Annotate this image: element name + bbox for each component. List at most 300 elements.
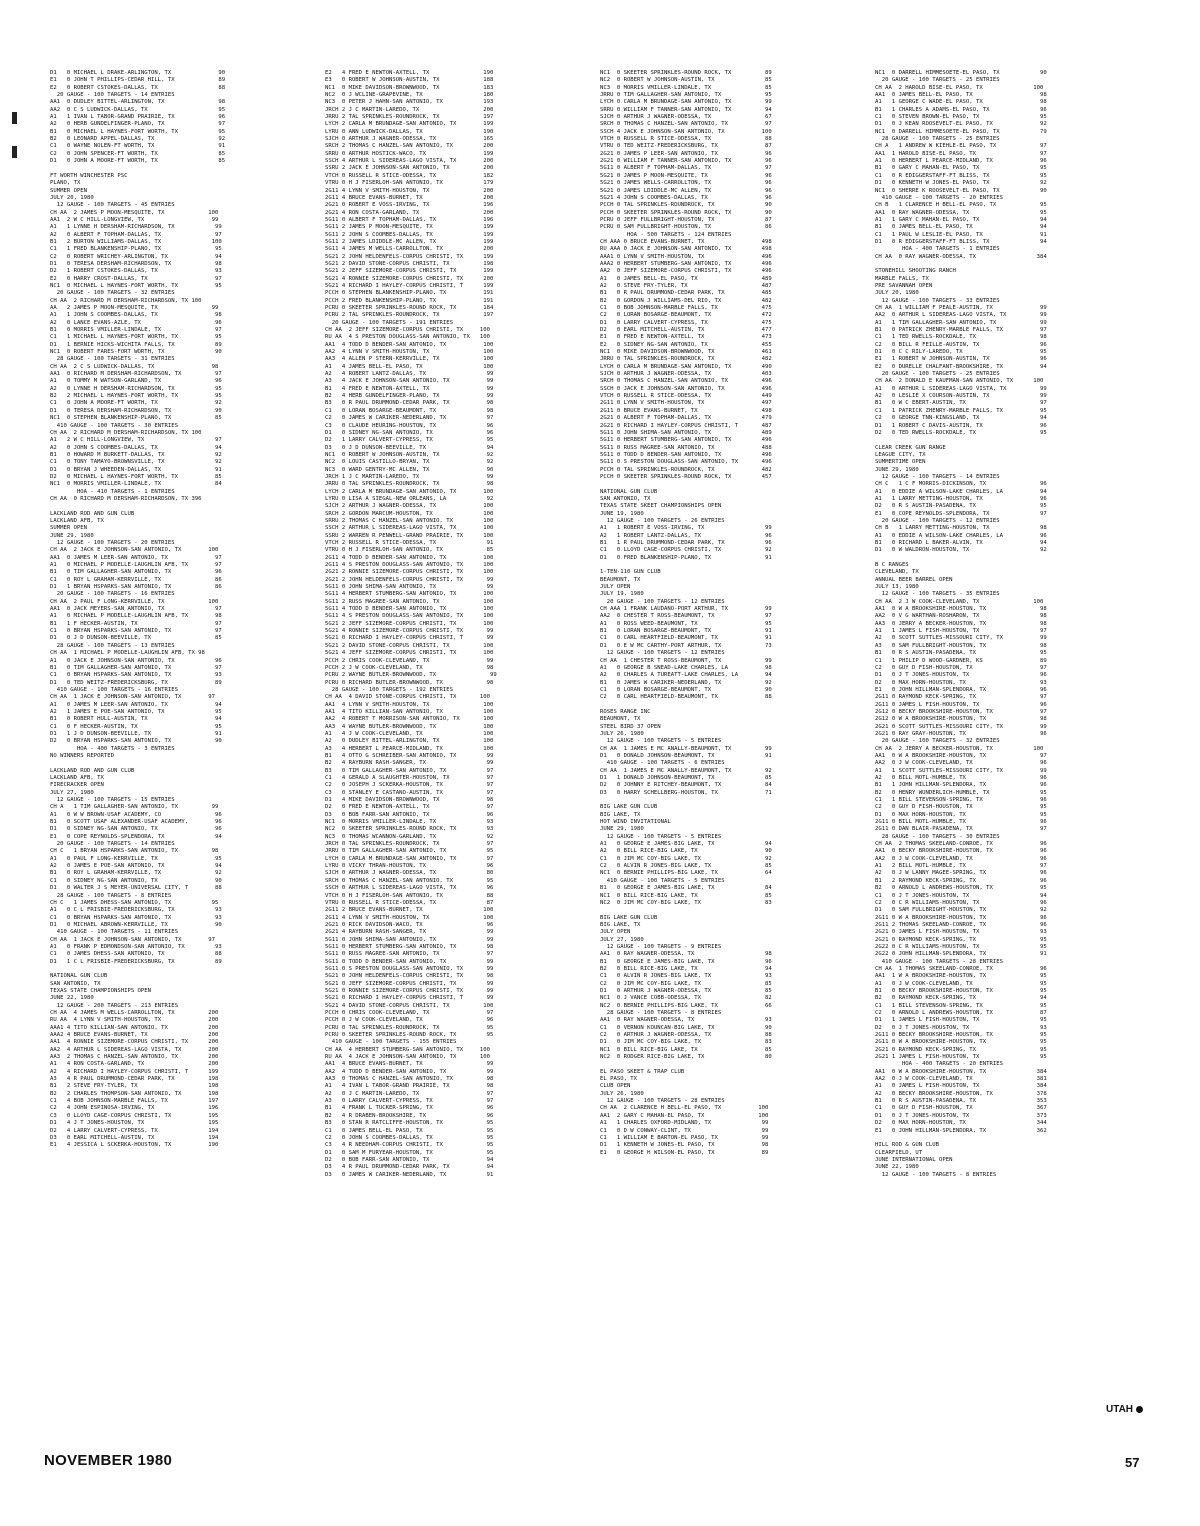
result-line: 12 GAUGE - 200 TARGETS - 213 ENTRIES	[50, 1002, 178, 1009]
result-line: PCCH 0 STEPHEN BLANKENSHIP-PLANO, TX 191	[325, 290, 494, 297]
result-line: 2G11 4 LYNN V SMITH-HOUSTON, TX 200	[325, 187, 494, 194]
result-line: AA1 0 W A BROOKSHIRE-HOUSTON, TX 384	[875, 1068, 1047, 1075]
result-line: 28 GAUGE - 100 TARGETS - 192 ENTRIES	[325, 686, 453, 693]
result-line: A1 0 ARTHUR L SIDEREAS-LAGO VISTA, TX 99	[875, 385, 1047, 392]
result-line: 2G11 0 BECKY BROOKSHIRE-HOUSTON, TX 95	[875, 1032, 1047, 1039]
result-line: D1 0 SAM FULLBRIGHT-HOUSTON, TX 92	[875, 907, 1047, 914]
result-line: SSCH 4 JACK E JOHNSON-SAN ANTONIO, TX 100	[600, 128, 772, 135]
result-line: B2 2 CHARLES THOMPSON-SAN ANTONIO, TX 198	[50, 1090, 219, 1097]
result-line: LYCH 2 CARLA M BRUNDAGE-SAN ANTONIO, TX 199	[325, 121, 494, 128]
result-line: AA1 4 BRUCE EVANS-BURNET, TX 99	[325, 1061, 494, 1068]
result-line: LEAGUE CITY, TX	[875, 451, 926, 458]
result-line: PCRU 2 TAL SPRINKLES-ROUNDROCK, TX 197	[325, 312, 494, 319]
result-line: A2 0 J W LANNY MAGEE-SPRING, TX 96	[875, 870, 1047, 877]
result-line: D2 1 ROBERT CSTOKES-DALLAS, TX 93	[50, 268, 222, 275]
result-line: A1 0 PAUL F LONG-KERRVILLE, TX 95	[50, 855, 222, 862]
result-line: A2 0 HERB GUNDELFINGER-PLANO, TX 97	[50, 121, 226, 128]
result-line: E1 4 JESSICA L SCKERKA-HOUSTON, TX 190	[50, 1142, 219, 1149]
result-line: D1 1 ROBERT C DAVIS-AUSTIN, TX 96	[875, 422, 1047, 429]
result-line: C1 0 BOB JOHNSON-MARBLE FALLS, TX 475	[600, 305, 772, 311]
result-line: 12 GAUGE - 100 TARGETS - 12 ENTRIES	[600, 650, 725, 657]
result-line: E1 0 JOHN HILLMAN-SPLENDORA, TX 362	[875, 1127, 1047, 1134]
result-line: 5G11 0 S PRESTON DOUGLASS-SAN ANTONIO, TX 496	[600, 459, 772, 466]
result-line: LYCH 0 CARLA M BRUNDAGE-SAN ANTONIO, TX 99	[600, 99, 772, 106]
result-line: AA2 0 C S LUDWICK-DALLAS, TX 95	[50, 106, 226, 113]
result-line: NATIONAL GUN CLUB	[600, 488, 658, 495]
result-line: PCCH 0 TAL SPRINKLES-ROUNDROCK, TX 482	[600, 466, 772, 473]
result-line: C2 0 JOHN S COOMBES-DALLAS, TX 95	[325, 1134, 494, 1141]
result-line: C2 0 GUY D FISH-HOUSTON, TX 97	[875, 664, 1047, 671]
result-line: 2G11 4 LYNN V SMITH-HOUSTON, TX 100	[325, 914, 494, 921]
result-line: A1 1 LYNNE H DERSHAM-RICHARDSON, TX 99	[50, 224, 222, 231]
result-line: 5G21 0 RICHARD I HAYLEY-CORPUS CHRISTI, T 99	[325, 635, 494, 642]
results-column-2	[325, 70, 593, 1179]
result-line: AA2 0 V G WARTHAN-ROSHARON, TX 98	[875, 613, 1047, 620]
result-line: A1 1 TIM GALLAGHER-SAN ANTONIO, TX 99	[875, 319, 1047, 326]
result-line: 5G21 4 RONNIE SIZEMORE-CORPUS CHRISTI, TX 200	[325, 275, 494, 282]
result-line	[875, 555, 1145, 562]
result-line: D2 1 LARRY CALVERT-CYPRESS, TX 95	[325, 437, 494, 444]
result-line: PCCH 0 CHRIS COOK-CLEVELAND, TX 97	[325, 1010, 494, 1016]
result-line: E2 0 SIDNEY NG-SAN ANTONIO, TX 455	[600, 341, 772, 348]
result-line: PCRU 0 JEFF FULLBRIGHT-HOUSTON, TX 87	[600, 216, 772, 223]
result-line: C2 0 JOSEPH J SCKERKA-HOUSTON, TX 97	[325, 782, 494, 789]
result-line: 5G11 4 S PRESTON DOUGLASS-SAN ANTONIO, TX 100	[325, 613, 494, 620]
result-line: NC1 0 BILL RICE-BIG LAKE, TX 85	[600, 892, 772, 899]
result-line: CH AA 1 CHESTER T ROSS-BEAUMONT, TX 99	[600, 657, 772, 664]
result-line: 5G11 0 ALBERT F TOPHAM-DALLAS, TX 196	[325, 216, 494, 223]
result-line: C2 0 LORAN BOSARGE-BEAUMONT, TX 472	[600, 312, 772, 319]
result-line: 20 GAUGE - 100 TARGETS - 14 ENTRIES	[50, 841, 175, 848]
result-line: C2 0 JAMES W CARIKER-NEDERLAND, TX 97	[325, 415, 494, 422]
result-line: PRE SAVANNAH OPEN	[875, 282, 933, 289]
result-line: D1 0 JIM MC COY-BIG LAKE, TX 83	[600, 1039, 772, 1046]
result-line: C1 0 BRYAN HSPARKS-SAN ANTONIO, TX 93	[50, 914, 222, 921]
result-line: D1 0 TED WEITZ-FREDERICKSBURG, TX 89	[50, 679, 222, 686]
result-line: CH AA 2 PAUL F LONG-KERRVILLE, TX 100	[50, 598, 219, 605]
result-line: NC1 0 MIKE DAVIDSON-BROWNWOOD, TX 183	[325, 84, 494, 91]
result-line: LACKLAND ROD AND GUN CLUB	[50, 510, 135, 517]
result-line: D3 0 JAMES W CARIKER-NEDERLAND, TX 91	[325, 1171, 494, 1178]
result-line: JRCH 0 TAL SPRINKLES-ROUNDROCK, TX 97	[325, 841, 494, 848]
result-line: PCRU 0 SAM FULLBRIGHT-HOUSTON, TX 86	[600, 224, 772, 231]
result-line: A1 1 JAMES L FISH-HOUSTON, TX 97	[875, 628, 1047, 635]
result-line: A1 4 J W COOK-CLEVELAND, TX 100	[325, 730, 494, 737]
result-line: HOA - 400 TARGETS - 1 ENTRIES	[875, 246, 1000, 253]
result-line: 410 GAUGE - 100 TARGETS - 20 ENTRIES	[875, 194, 1003, 201]
result-line: PCCH 2 J W COOK-CLEVELAND, TX 98	[325, 664, 494, 671]
result-line: CH AA 1 JACK E JOHNSON-SAN ANTONIO, TX 97	[50, 936, 216, 943]
result-line: SJCH 0 ARTHUR J WAGNER-ODESSA, TX 403	[600, 371, 772, 378]
result-line: C1 0 ROY L GRAHAM-KERRVILLE, TX 86	[50, 576, 222, 583]
result-line: 2G11 4 S PRESTON DOUGLASS-SAN ANTONIO, TX 100	[325, 562, 494, 569]
result-line: PLANO, TX	[50, 180, 81, 187]
result-line: B1 0 W C EBERT-AUSTIN, TX 97	[875, 400, 1047, 407]
result-line: 2G21 2 RONNIE SIZEMORE-CORPUS CHRISTI, TX 100	[325, 569, 494, 576]
result-line: JULY OPEN	[600, 929, 631, 936]
result-line: VTCH 2 RUSSELL R STICE-ODESSA, TX 91	[325, 540, 494, 546]
issue-date-footer: NOVEMBER 1980	[44, 1452, 173, 1469]
result-line: 1-TEN-110 GUN CLUB	[600, 569, 661, 576]
result-line: HOA - 500 TARGETS - 124 ENTRIES	[600, 231, 732, 238]
result-line: NC1 0 ROBERT W JOHNSON-AUSTIN, TX 92	[325, 451, 494, 458]
result-line: 410 GAUGE - 100 TARGETS - 16 ENTRIES	[50, 686, 178, 693]
result-line: C1 0 ALVIN R JONES-BIG LAKE, TX 93	[600, 973, 772, 980]
result-line: A3 4 R PAUL DRUMMOND-CEDAR PARK, TX 198	[50, 1076, 219, 1083]
result-line: ROSES RANGE INC	[600, 708, 651, 715]
result-line: NC1 0 ROBERT FARES-FORT WORTH, TX 90	[50, 349, 222, 356]
result-line: A1 0 GEORGE B SNEAD-LAKE CHARLES, LA 98	[600, 664, 772, 671]
result-line: A2 0 ALBERT F TOPHAM-DALLAS, TX 97	[50, 231, 222, 238]
result-line: 2G12 0 W A BROOKSHIRE-HOUSTON, TX 98	[875, 716, 1047, 723]
result-line: EL PASO SKEET & TRAP CLUB	[600, 1068, 685, 1075]
result-line: SSCH 2 ARTHUR L SIDEREAS-LAGO VISTA, TX 100	[325, 525, 494, 532]
result-line: D2 0 MAX HORN-HOUSTON, TX 344	[875, 1120, 1047, 1127]
result-line: RU AA 4 LYNN V SMITH-HOUSTON, TX 200	[50, 1017, 219, 1024]
result-line: NC2 0 JIM MC COY-BIG LAKE, TX 83	[600, 899, 772, 906]
result-line: D1 1 BRYAN HSPARKS-SAN ANTONIO, TX 86	[50, 584, 222, 591]
result-line: VTCH 0 RUSSELL R STICE-ODESSA, TX 88	[600, 136, 772, 143]
result-line	[600, 1061, 868, 1068]
result-line: A1 1 LARRY METTING-HOUSTON, TX 96	[875, 495, 1047, 502]
result-line: B3 0 TIM GALLAGHER-SAN ANTONIO, TX 97	[325, 767, 494, 774]
result-line: 2G21 0 RAY GRAY-HOUSTON, TX 96	[875, 730, 1047, 737]
result-line: D2 0 MAX HORN-HOUSTON, TX 93	[875, 679, 1047, 686]
result-line: HOT WIND INVITATIONAL	[600, 819, 671, 826]
result-line: C1 0 LLOYD CAGE-CORPUS CHRISTI, TX 92	[600, 547, 772, 554]
result-line: JULY 26, 1980	[600, 730, 644, 737]
result-line: A1 0 FRANK P EDMONDSON-SAN ANTONIO, TX 93	[50, 943, 222, 950]
result-line: C3 0 LLOYD CAGE-CORPUS CHRISTI, TX 195	[50, 1112, 219, 1119]
result-line: D1 0 J T JONES-HOUSTON, TX 373	[875, 1112, 1047, 1119]
result-line: CH AA 2 CLARENCE H BELL-EL PASO, TX 100	[600, 1105, 769, 1112]
result-line: C1 0 BRYAN HSPARKS-SAN ANTONIO, TX 93	[50, 672, 222, 679]
result-line: C1 0 STEVEN BROWN-EL PASO, TX 95	[875, 114, 1047, 121]
result-line: AA3 0 THOMAS C HANZEL-SAN ANTONIO, TX 98	[325, 1076, 494, 1083]
result-line: NC1 0 MIKE DAVIDSON-BROWNWOOD, TX 461	[600, 349, 772, 356]
result-line: D1 1 KENNETH W JONES-EL PASO, TX 98	[600, 1142, 769, 1149]
result-line: D1 0 MICHAEL ABROWN-KERRVILLE, TX 90	[50, 921, 222, 928]
result-line: C1 0 JOHN A MOORE-FT WORTH, TX 92	[50, 400, 222, 407]
result-line: HOA - 400 TARGETS - 20 ENTRIES	[875, 1061, 1003, 1068]
result-line: 2G21 0 WILLIAM F TANNER-SAN ANTONIO, TX 96	[600, 158, 772, 165]
result-line: A1 0 C L FRISBIE-FREDERICKSBURG, TX 93	[50, 907, 222, 914]
result-line: VTRU 0 TED WEITZ-FREDERICKSBURG, TX 87	[600, 143, 772, 150]
result-line: 5G11 0 RUSS MAGREE-SAN ANTONIO, TX 97	[325, 951, 494, 958]
result-line: BIG LAKE GUN CLUB	[600, 914, 658, 921]
result-line: NC3 0 THOMAS WCANNON-GARLAND, TX 92	[325, 833, 494, 840]
result-line: D3 0 HARRY SCHELLBERG-HOUSTON, TX 71	[600, 789, 772, 796]
result-line: A1 0 JAMES M LEER-SAN ANTONIO, TX 94	[50, 701, 222, 708]
result-line: A1 0 TOMMY M WATSON-GARLAND, TX 96	[50, 378, 222, 385]
result-line: C1 0 TONY TAMAYO-BROWNSVILLE, TX 92	[50, 459, 222, 466]
result-line: JULY 27, 1980	[600, 936, 644, 943]
result-line: C1 0 GUY D FISH-HOUSTON, TX 367	[875, 1105, 1047, 1112]
result-line: B2 0 ARNOLD L ANDREWS-HOUSTON, TX 95	[875, 885, 1047, 892]
result-line: E2 0 DURELLE CHALFANT-BROOKSHIRE, TX 94	[875, 363, 1047, 370]
result-line: D1 0 DONALD JOHNSON-BEAUMONT, TX 91	[600, 752, 772, 759]
state-section-marker	[1106, 1404, 1143, 1415]
result-line: SSRU 2 JACK E JOHNSON-SAN ANTONIO, TX 200	[325, 165, 494, 172]
result-line: CH AA 4 JAMES M WELLS-CARROLLTON, TX 200	[50, 1010, 219, 1016]
result-line: D1 0 J KEAN ROOSEVELT-EL PASO, TX 92	[875, 121, 1047, 128]
result-line: AA1 0 JACK MEYERS-SAN ANTONIO, TX 97	[50, 606, 222, 613]
result-line: JULY 13, 1980	[875, 584, 919, 591]
result-line: VTCH 0 RUSSELL R STICE-ODESSA, TX 449	[600, 393, 772, 400]
result-line: C1 0 CARL HEARTFIELD-BEAUMONT, TX 91	[600, 635, 772, 642]
result-line: A2 0 BILL RICE-BIG LAKE, TX 90	[600, 848, 772, 855]
result-line: 12 GAUGE - 100 TARGETS - 14 ENTRIES	[875, 473, 1000, 480]
result-line: 20 GAUGE - 100 TARGETS - 16 ENTRIES	[50, 591, 175, 598]
result-line: E1 1 ROBERT W JOHNSON-AUSTIN, TX 96	[875, 356, 1047, 363]
result-line: JUNE 19, 1980	[600, 510, 644, 517]
result-line: D1 1 J D DUNSON-BEEVILLE, TX 91	[50, 730, 222, 737]
result-line: A1 1 IVAN L TABOR-GRAND PRAIRIE, TX 96	[50, 114, 226, 121]
result-line: B1 0 R PAUL DRUMMOND-CEDAR PARK, TX 485	[600, 290, 772, 297]
result-line: AA1 0 RAY WAGNER-ODESSA, TX 98	[600, 951, 772, 958]
result-line: SAN ANTONIO, TX	[600, 495, 651, 502]
result-line: BEAUMONT, TX	[600, 716, 641, 723]
result-line: AA2 4 LYNN V SMITH-HOUSTON, TX 100	[325, 349, 494, 356]
result-line: JULY OPEN	[600, 584, 631, 591]
result-line: 20 GAUGE - 100 TARGETS - 32 ENTRIES	[50, 290, 175, 297]
result-line: C2 0 C R WILLIAMS-HOUSTON, TX 96	[875, 899, 1047, 906]
page-number: 57	[1125, 1455, 1140, 1470]
result-line: B1 0 LORAN BOSARGE-BEAUMONT, TX 91	[600, 628, 772, 635]
result-line: LACKLAND AFB, TX	[50, 517, 104, 524]
result-line: SSRU 2 WARREN R PENWELL-GRAND PRAIRIE, TX 100	[325, 532, 494, 539]
result-line: B1 4 FRED E NEWTON-AXTELL, TX 99	[325, 385, 494, 392]
result-line: 2G11 0 W A BROOKSHIRE-HOUSTON, TX 96	[875, 914, 1047, 921]
result-line: E2 0 ROBERT CSTOKES-DALLAS, TX 88	[50, 84, 226, 91]
result-line: A1 0 JAMES BELL-EL PASO, TX 489	[600, 275, 772, 282]
result-line: AA2 0 J W COOK-CLEVELAND, TX 381	[875, 1076, 1047, 1083]
result-line: 5G11 2 JOHN S COOMBES-DALLAS, TX 199	[325, 231, 494, 238]
result-line: 12 GAUGE - 100 TARGETS - 20 ENTRIES	[50, 540, 175, 546]
result-line: JRRU 0 TIM GALLAGHER-SAN ANTONIO, TX 95	[600, 92, 772, 99]
result-line: NC2 0 ROBERT W JOHNSON-AUSTIN, TX 85	[600, 77, 772, 84]
result-line: 5G11 2 RUSS MAGREE-SAN ANTONIO, TX 100	[325, 598, 494, 605]
result-line: D2 0 FRED E NEWTON-AXTELL, TX 97	[325, 804, 494, 811]
result-line: 12 GAUGE - 100 TARGETS - 15 ENTRIES	[50, 797, 175, 804]
result-line: E1 0 JOHN T PHILLIPS-CEDAR HILL, TX 89	[50, 77, 226, 84]
result-line: TEXAS STATE CHAMPIONSHIPS OPEN	[50, 987, 152, 994]
result-line: C2 0 ARTHUR J WAGNER-ODESSA, TX 88	[600, 1032, 772, 1039]
result-line: PCCH 0 J W COOK-CLEVELAND, TX 96	[325, 1017, 494, 1024]
result-line: C1 4 BOB JOHNSON-MARBLE FALLS, TX 197	[50, 1098, 219, 1105]
result-line: 410 GAUGE - 100 TARGETS - 155 ENTRIES	[325, 1039, 457, 1046]
result-line: C2 0 ALVIN R JONES-BIG LAKE, TX 85	[600, 863, 772, 870]
result-line	[875, 437, 1145, 444]
result-line: CH AAA 1 FRANK LAUDANO-PORT ARTHUR, TX 99	[600, 606, 772, 613]
result-line: C2 0 CARL HEARTFIELD-BEAUMONT, TX 88	[600, 694, 772, 701]
result-line: SUMMER OPEN	[50, 187, 88, 194]
result-line: NC1 0 SKEETER SPRINKLES-ROUND ROCK, TX 89	[600, 70, 772, 76]
result-line: A1 4 IVAN L TABOR-GRAND PRAIRIE, TX 98	[325, 1083, 494, 1090]
results-column-4	[875, 70, 1145, 1179]
result-line: A1 0 J W COOK-CLEVELAND, TX 95	[875, 980, 1047, 987]
result-line: E1 0 FRED E NEWTON-AXTELL, TX 473	[600, 334, 772, 341]
result-line: A1 0 EDDIE A WILSON-LAKE CHARLES, LA 96	[875, 532, 1047, 539]
result-line: CH B 1 CLARENCE H BELL-EL PASO, TX 95	[875, 202, 1047, 209]
result-line: A2 0 LANCE EVANS-AZLE, TX 96	[50, 319, 222, 326]
result-line: CH AA 1 JACK E JOHNSON-SAN ANTONIO, TX 97	[50, 694, 216, 701]
result-line: AA1 0 W A BROOKSHIRE-HOUSTON, TX 98	[875, 606, 1047, 613]
result-line: 2G11 0 DAN BLAIR-PASADENA, TX 97	[875, 826, 1047, 833]
result-line: 5G21 4 JOHN S COOMBES-DALLAS, TX 96	[600, 194, 772, 201]
result-line: CH AA 1 JAMES E MC ANALLY-BEAUMONT, TX 99	[600, 745, 772, 752]
result-line: TEXAS STATE SKEET CHAMPIONSHIPS OPEN	[600, 503, 722, 510]
result-line: A2 0 CHARLES A TUREATT-LAKE CHARLES, LA 94	[600, 672, 772, 679]
result-line: D2 0 TED RWELLS-ROCKDALE, TX 95	[875, 429, 1047, 436]
result-line: B1 1 F HECKER-AUSTIN, TX 97	[50, 620, 222, 627]
result-line: A1 0 MICHAEL P MODELLE-LAUGHLIN AFB, TX 97	[50, 562, 222, 569]
result-line	[50, 760, 318, 767]
result-line: 12 GAUGE - 100 TARGETS - 35 ENTRIES	[875, 591, 1000, 598]
result-line: 28 GAUGE - 100 TARGETS - 8 ENTRIES	[50, 892, 172, 899]
result-line: HOA - 410 TARGETS - 1 ENTRIES	[50, 488, 175, 495]
result-line: CH AA 0 RAY WAGNER-ODESSA, TX 384	[875, 253, 1047, 260]
result-line: A1 2 W C HILL-LONGVIEW, TX 97	[50, 437, 222, 444]
result-line: SRCH 2 GORDON MARCUM-HOUSTON, TX 100	[325, 510, 494, 517]
result-line: D1 0 J T JONES-HOUSTON, TX 96	[875, 672, 1047, 679]
result-line: NC3 0 PETER J HAHN-SAN ANTONIO, TX 193	[325, 99, 494, 106]
result-line: CH AA 1 THOMAS SKEELAND-CONROE, TX 96	[875, 965, 1047, 972]
result-line: AA1 1 W A BROOKSHIRE-HOUSTON, TX 95	[875, 973, 1047, 980]
result-line: 28 GAUGE - 100 TARGETS - 8 ENTRIES	[600, 1010, 722, 1016]
result-line: CH C 1 BRYAN HSPARKS-SAN ANTONIO, TX 98	[50, 848, 219, 855]
result-line: AA2 4 ARTHUR L SIDEREAS-LAGO VISTA, TX 200	[50, 1046, 219, 1053]
result-line: B1 0 HOWARD M BURKETT-DALLAS, TX 92	[50, 451, 222, 458]
result-line: SRCH 0 THOMAS C HANZEL-SAN ANTONIO, TX 95	[325, 877, 494, 884]
result-line: 5G11 2 JAMES P MOON-MESQUITE, TX 199	[325, 224, 494, 231]
result-line	[875, 261, 1145, 268]
result-line: AA1 4 LYNN V SMITH-HOUSTON, TX 100	[325, 701, 494, 708]
result-line: D1 0 W WALDRON-HOUSTON, TX 92	[875, 547, 1047, 554]
result-line: NATIONAL GUN CLUB	[50, 973, 108, 980]
result-line: A2 0 BECKY BROOKSHIRE-HOUSTON, TX 378	[875, 1090, 1047, 1097]
result-line: 5G11 0 HERBERT STUMBERG-SAN ANTONIO, TX 98	[325, 943, 494, 950]
result-line: A1 4 RON COSTA-GARLAND, TX 200	[50, 1061, 219, 1068]
result-line: B1 0 BECKY BROOKSHIRE-HOUSTON, TX 95	[875, 987, 1047, 994]
result-line: 5G21 2 DAVID STONE-CORPUS CHRISTI, TX 198	[325, 260, 494, 267]
state-label: UTAH	[1106, 1404, 1134, 1415]
result-line: B1 1 CHARLES A ADAMS-EL PASO, TX 96	[875, 106, 1047, 113]
result-line: A1 0 EDDIE A WILSON-LAKE CHARLES, LA 94	[875, 488, 1047, 495]
result-line: JRRU 0 TAL SPRINKLES-ROUNDROCK, TX 482	[600, 356, 772, 363]
result-line: C1 1 PHILIP D WOOD-GARDNER, KS 89	[875, 657, 1047, 664]
result-line: 28 GAUGE - 100 TARGETS - 31 ENTRIES	[50, 356, 175, 363]
result-line: SUMMERTIME OPEN	[875, 459, 926, 466]
result-line: JUNE 22, 1980	[50, 995, 94, 1002]
result-line: LYCH 2 CARLA M BRUNDAGE-SAN ANTONIO, TX 100	[325, 488, 494, 495]
result-line: D1 0 WALTER J S MEYER-UNIVERSAL CITY, T 88	[50, 885, 222, 892]
result-line: 2G21 0 RICHARD I HAYLEY-CORPUS CHRISTI, T 487	[600, 422, 772, 429]
result-line: D1 0 MAX HORN-HOUSTON, TX 95	[875, 811, 1047, 818]
result-line: C2 0 ARNOLD L ANDREWS-HOUSTON, TX 87	[875, 1010, 1047, 1016]
result-line: AA3 4 ALLEN P STERN-KERRVILLE, TX 100	[325, 356, 494, 363]
result-line: D1 0 J D DUNSON-BEEVILLE, TX 85	[50, 635, 222, 642]
result-line: AA1 0 RAY WAGNER-ODESSA, TX 95	[875, 209, 1047, 216]
result-line: CH AA 2 RICHARD M DERSHAM-RICHARDSON, TX 100	[50, 429, 202, 436]
result-line: JUNE 29, 1980	[875, 466, 919, 473]
result-line: C1 1 TED RWELLS-ROCKDALE, TX 98	[875, 334, 1047, 341]
result-line: NO WINNERS REPORTED	[50, 752, 114, 759]
result-line: NC1 0 BERNIE PHILLIPS-BIG LAKE, TX 64	[600, 870, 772, 877]
result-line: B1 4 FRANK L TUCKER-SPRING, TX 96	[325, 1105, 494, 1112]
result-line: D1 0 C C RILY-LAREDO, TX 95	[875, 349, 1047, 356]
result-line: A1 1 SCOTT SUTTLES-MISSOURI CITY, TX 99	[875, 767, 1047, 774]
result-line: B1 0 RICHARD L BAKER-ALVIN, TX 94	[875, 540, 1047, 546]
result-line: MARBLE FALLS, TX	[875, 275, 929, 282]
result-line	[50, 503, 318, 510]
result-line: D1 1 C L FRISBIE-FREDERICKSBURG, TX 89	[50, 958, 222, 965]
result-line: A1 0 JACK E JOHNSON-SAN ANTONIO, TX 96	[50, 657, 222, 664]
result-line: D1 0 MICHAEL L DRAKE-ARLINGTON, TX 90	[50, 70, 226, 76]
result-line: SRRU 0 WILLIAM F TANNER-SAN ANTONIO, TX 94	[600, 106, 772, 113]
result-line: 2G21 0 RAYMOND KECK-SPRING, TX 95	[875, 1046, 1047, 1053]
result-line: 2G21 0 RAYMOND KECK-SPRING, TX 95	[875, 936, 1047, 943]
result-line: NC1 0 DARRELL HIMMESOETE-EL PASO, TX 90	[875, 70, 1047, 76]
result-line: VTCH 0 H J FISERLOH-SAN ANTONIO, TX 88	[325, 892, 494, 899]
result-line: 2G11 0 RAYMOND KECK-SPRING, TX 97	[875, 694, 1047, 701]
result-line: JULY 19, 1980	[600, 591, 644, 598]
result-line: A1 1 CHARLES OXFORD-MIDLAND, TX 99	[600, 1120, 769, 1127]
result-line: D1 0 SIDNEY NG-SAN ANTONIO, TX 96	[50, 826, 222, 833]
result-line: AA3 0 JERRY A BECKER-HOUSTON, TX 98	[875, 620, 1047, 627]
result-line: NC1 0 DARRELL HIMMESOETE-EL PASO, TX 79	[875, 128, 1047, 135]
result-line: CH AA 4 DAVID STONE-CORPUS CHRISTI, TX 100	[325, 694, 491, 701]
result-line: SJCH 0 ARTHUR J WAGNER-ODESSA, TX 80	[325, 870, 494, 877]
result-line: D1 0 TERESA DERSHAM-RICHARDSON, TX 98	[50, 260, 222, 267]
result-line: JRRU 0 TAL SPRINKLES-ROUNDROCK, TX 98	[325, 481, 494, 488]
result-line: C1 0 SIDNEY NG-SAN ANTONIO, TX 90	[50, 877, 222, 884]
result-line: NC2 0 J WCLINE-GRAPEVINE, TX 180	[325, 92, 494, 99]
result-line: JUNE INTERNATIONAL OPEN	[875, 1156, 953, 1163]
result-line: D1 0 R EDIGGERSTAFF-FT BLISS, TX 94	[875, 238, 1047, 245]
result-line: 20 GAUGE - 100 TARGETS - 12 ENTRIES	[875, 517, 1000, 524]
result-line: C2 0 JIM MC COY-BIG LAKE, TX 85	[600, 980, 772, 987]
result-line: RU AA 4 S PRESTON DOUGLASS-SAN ANTONIO, TX 100	[325, 334, 491, 341]
result-line: D2 0 J T JONES-HOUSTON, TX 93	[875, 1024, 1047, 1031]
result-line: B1 0 GEORGE E JAMES-BIG LAKE, TX 96	[600, 958, 772, 965]
result-line: CLEAR CREEK GUN RANGE	[875, 444, 946, 451]
result-line: NC1 0 MORRIS VMILLER-LINDALE, TX 93	[325, 819, 494, 826]
result-line: SRCH 0 THOMAS C HANZEL-SAN ANTONIO, TX 496	[600, 378, 772, 385]
result-line: 2G11 0 BILL MOTL-HUMBLE, TX 96	[875, 819, 1047, 826]
result-line: VTRU 0 RUSSELL R STICE-ODESSA, TX 87	[325, 899, 494, 906]
result-line: AA2 0 JEFF SIZEMORE-CORPUS CHRISTI, TX 496	[600, 268, 772, 275]
result-line: 5G21 2 JEFF SIZEMORE-CORPUS CHRISTI, TX 100	[325, 620, 494, 627]
result-line: LACKLAND ROD AND GUN CLUB	[50, 767, 135, 774]
result-line: B2 0 LEONARD APPEL-DALLAS, TX 92	[50, 136, 226, 143]
result-line: D3 0 EARL MITCHELL-AUSTIN, TX 194	[50, 1134, 219, 1141]
result-line: D1 0 ARTHUR J WAGNER-ODESSA, TX 85	[600, 987, 772, 994]
result-line: NC2 0 LOUIS CASTILLO-BRYAN, TX 92	[325, 459, 494, 466]
result-line: C1 0 D W CONWAY-CLINT, TX 99	[600, 1127, 769, 1134]
result-line: B1 2 RAYMOND KECK-SPRING, TX 96	[875, 877, 1047, 884]
result-line: JUNE 22, 1980	[875, 1164, 919, 1171]
result-line: E2 4 FRED E NEWTON-AXTELL, TX 190	[325, 70, 494, 76]
result-line: 5G11 0 JOHN SHIMA-SAN ANTONIO, TX 99	[325, 936, 494, 943]
result-line: A2 4 RICHARD I HAYLEY-CORPUS CHRISTI, T 199	[50, 1068, 219, 1075]
result-line: E1 0 GEORGE H WILSON-EL PASO, TX 89	[600, 1149, 769, 1156]
result-line: 20 GAUGE - 100 TARGETS - 14 ENTRIES	[50, 92, 175, 99]
result-line: PCCH 2 FRED BLANKENSHIP-PLANO, TX 191	[325, 297, 494, 304]
result-line: B2 0 GORDON J WILLIAMS-DEL RIO, TX 482	[600, 297, 772, 304]
result-line: A1 0 GEORGE E JAMES-BIG LAKE, TX 94	[600, 841, 772, 848]
result-line: C2 0 GUY D FISH-HOUSTON, TX 95	[875, 804, 1047, 811]
